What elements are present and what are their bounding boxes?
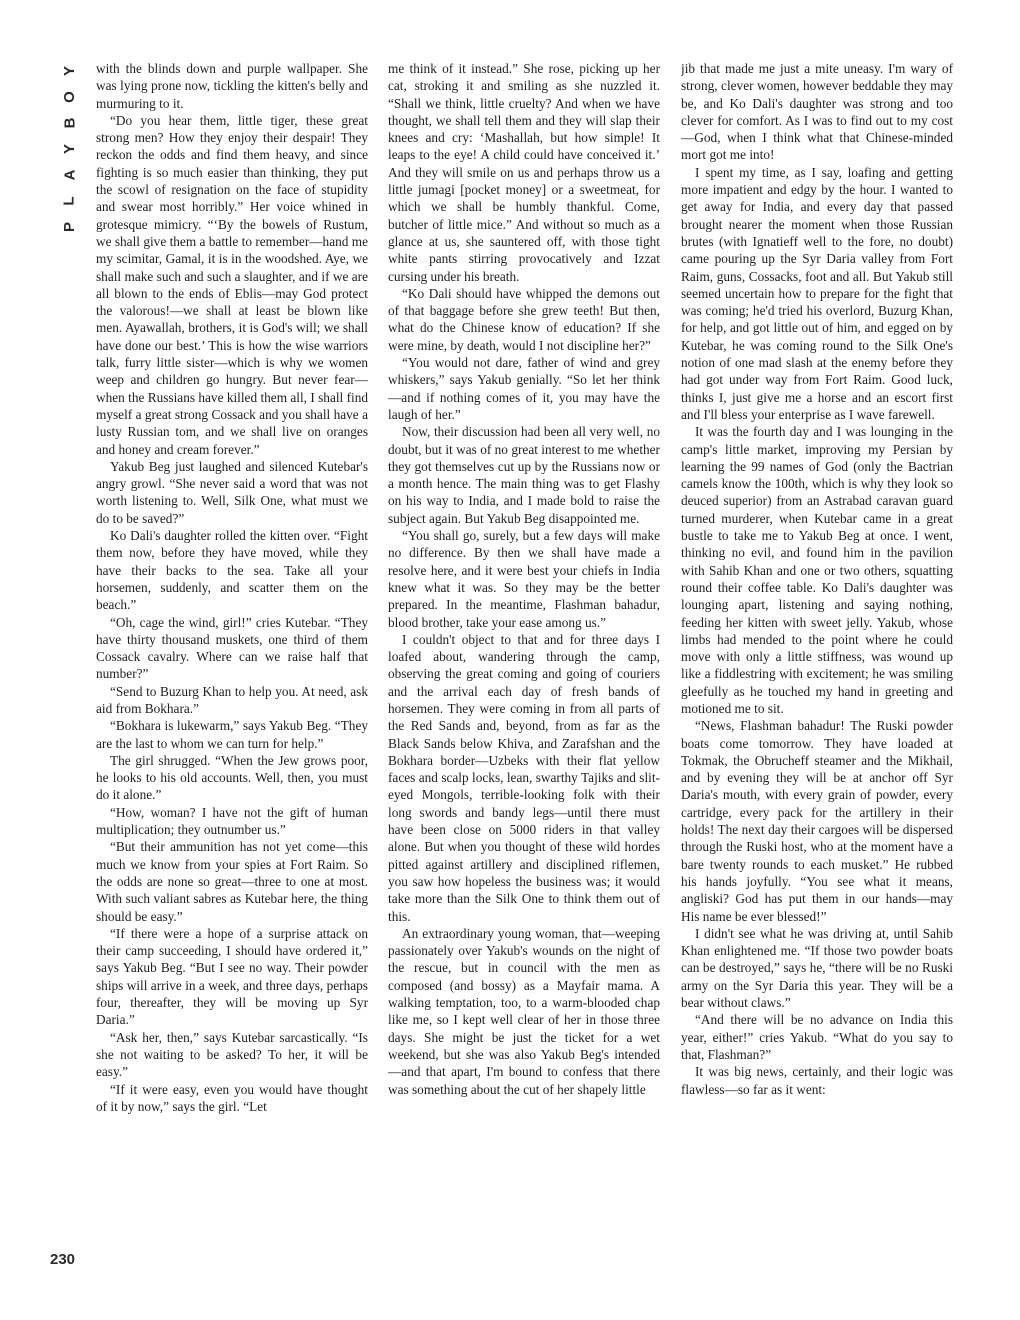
masthead — [58, 58, 82, 240]
text-column-1 — [96, 60, 368, 1274]
paragraph: It was big news, certainly, and their logic was flawless—so far as it went: — [681, 1064, 953, 1097]
paragraph: “Ko Dali should have whipped the demons out of that baggage before she grew teeth! But then, what do the Chinese know of education? If she were mine, by death, would I not discipline her?” — [388, 285, 660, 353]
paragraph: Ko Dali's daughter rolled the kitten over. “Fight them now, before they have moved, while they have their backs to the sea. Take all your horsemen, suddenly, and scatter them on the beach.” — [96, 528, 368, 613]
paragraph: It was the fourth day and I was lounging in the camp's little market, improving my Persian by learning the 99 names of God (only the Bactrian camels know the 100th, which is why they look so deuced superior) from an Astrabad caravan guard turned murderer, when Kutebar came in a great bustle to take me to Yakub Beg at once. I went, thinking no evil, and found him in the pavilion with Sahib Khan and one or two others, squatting round their coffee table. Ko Dali's daughter was lounging apart, listening and saying nothing, feeding her kitten with sweet jelly. Yakub, whose limbs had mended to the point where he could move with only a little stiffness, was wound up like a fiddlestring with excitement; he was smiling gleefully as he touched my hand in greeting and motioned me to sit. — [681, 424, 953, 716]
paragraph: with the blinds down and purple wallpaper. She was lying prone now, tickling the kitten's belly and murmuring to it. — [96, 61, 368, 111]
masthead-letter: P — [60, 221, 78, 233]
paragraph: “But their ammunition has not yet come—this much we know from your spies at Fort Raim. So the odds are none so great—three to one at most. With such valiant sabres as Kutebar here, the thing should be easy.” — [96, 839, 368, 924]
masthead-letter: Y — [60, 143, 78, 155]
paragraph: I didn't see what he was driving at, until Sahib Khan enlightened me. “If those two powder boats can be destroyed,” says he, “there will be no Ruski army on the Syr Daria this year. They will be a bear without claws.” — [681, 925, 953, 1011]
paragraph: “If it were easy, even you would have thought of it by now,” says the girl. “Let — [96, 1081, 368, 1114]
paragraph: Now, their discussion had been all very well, no doubt, but it was of no great interest to me whether they got themselves cut up by the Russians now or a month hence. The main thing was to get Flashy on his way to India, and I made bold to raise the subject again. But Yakub Beg disappointed me. — [388, 424, 660, 526]
paragraph: “And there will be no advance on India this year, either!” cries Yakub. “What do you say to that, Flashman?” — [681, 1012, 953, 1062]
paragraph: “You shall go, surely, but a few days will make no difference. By then we shall have made a resolve here, and it were best your chiefs in India knew what it was. So they may be the better prepared. In the meantime, Flashman bahadur, blood brother, take your ease among us.” — [388, 528, 660, 630]
masthead-letter: A — [61, 169, 78, 181]
paragraph: The girl shrugged. “When the Jew grows poor, he looks to his old accounts. Well, then, you must do it alone.” — [96, 752, 368, 803]
paragraph: “Ask her, then,” says Kutebar sarcastically. “Is she not waiting to be asked? To her, it will be easy.” — [96, 1029, 368, 1080]
paragraph: “Send to Buzurg Khan to help you. At need, ask aid from Bokhara.” — [96, 683, 368, 716]
paragraph: me think of it instead.” She rose, picking up her cat, stroking it and smiling as she nuzzled it. “Shall we think, little cruelty? And when we have thought, we shall tell them and they will slap their knees and cry: ‘Mashallah, but how simple! It leaps to the eye! A child could have conceived it.’ And they will smile on us and perhaps throw us a little jumagi [pocket money] or a sweetmeat, for which we shall be humbly thankful. Come, butcher of little mice.” And without so much as a glance at us, she sauntered off, with those tight white pants stirring provocatively and Izzat cursing under his breath. — [388, 61, 660, 284]
paragraph: “How, woman? I have not the gift of human multiplication; they outnumber us.” — [96, 804, 368, 838]
text-column-3 — [681, 60, 953, 1274]
paragraph: Yakub Beg just laughed and silenced Kutebar's angry growl. “She never said a word that was not worth listening to. Well, Silk One, what must we do to be saved?” — [96, 458, 368, 526]
paragraph: “If there were a hope of a surprise attack on their camp succeeding, I should have ordered it,” says Yakub Beg. “But I see no way. Their powder ships will arrive in a week, and three days, perhaps four, thereafter, they will be moving up Syr Daria.” — [96, 925, 368, 1028]
masthead-letter: Y — [60, 65, 78, 77]
paragraph: jib that made me just a mite uneasy. I'm wary of strong, clever women, however beddable they may be, and Ko Dali's daughter was strong and too clever for comfort. As I was to find out to my cost—God, when I think what that Chinese-minded mort got me into! — [681, 61, 953, 163]
paragraph: “News, Flashman bahadur! The Ruski powder boats come tomorrow. They have loaded at Tokmak, the Obrucheff steamer and the Mikhail, and by evening they will be at anchor off Syr Daria's mouth, with every grain of powder, every cartridge, every pack for the artillery in their holds! The next day their cargoes will be dispersed through the Ruski host, who at the moment have a bare twenty rounds to each musket.” He rubbed his hands joyfully. “You see what it means, angliski? God has put them in our hands—may His name be ever blessed!” — [681, 718, 953, 924]
paragraph: “Oh, cage the wind, girl!” cries Kutebar. “They have thirty thousand muskets, one third of them Cossack cavalry. Where can we raise half that number?” — [96, 614, 368, 682]
paragraph: “You would not dare, father of wind and grey whiskers,” says Yakub genially. “So let her think—and if nothing comes of it, you may have the laugh of her.” — [388, 355, 660, 422]
masthead-letter: B — [61, 117, 78, 129]
paragraph: I couldn't object to that and for three days I loafed about, wandering through the camp, observing the great coming and going of couriers and the arrival each day of fresh bands of horsemen. They were coming in from all parts of the Red Sands and, beyond, from as far as the Black Sands below Khiva, and Zarafshan and the Bokhara border—Uzbeks with their flat yellow faces and scalp locks, lean, swarthy Tajiks and slit-eyed Mongols, terrible-looking folk with their long swords and bandy legs—until there must have been close on 5000 riders in that valley alone. But when you thought of these wild hordes pitted against artillery and disciplined riflemen, you saw how hopeless the business was; it would take more than the Silk One to think them out of this. — [388, 631, 660, 924]
paragraph: I spent my time, as I say, loafing and getting more impatient and edgy by the hour. I wanted to get away for India, and every day that passed brought nearer the moment when those Russian brutes (with Ignatieff well to the fore, no doubt) came pouring up the Syr Daria valley from Fort Raim, guns, Cossacks, foot and all. But Yakub still seemed uncertain how to prepare for the fight that was coming; he'd tried his overlord, Buzurg Khan, for help, and got little out of him, and egged on by Kutebar, he was coming round to the Silk One's notion of one mad slash at the enemy before they had got under way from Fort Raim. Good luck, thinks I, just give me a horse and an escort first and I'll bless your enterprise as I wave farewell. — [681, 164, 953, 422]
text-column-2 — [388, 60, 660, 1274]
page-number: 230 — [50, 1251, 76, 1268]
masthead-letter: O — [60, 91, 78, 103]
paragraph: “Do you hear them, little tiger, these great strong men? How they enjoy their despair! They reckon the odds and find them heavy, and since fighting is so much easier than thinking, they put the scowl of resignation on the face of stupidity and swear most horribly.” Her voice whined in grotesque mimicry. “‘By the bowels of Rustum, we shall give them a battle to remember—hand me my scimitar, Gamal, it is in the woodshed. Aye, we shall make such and such a slaughter, and if we are all blown to the ends of Eblis—may God protect the valorous!—we shall at least be blown like men. Ayawallah, brothers, it is God's will; we shall have done our best.’ This is how the wise warriors talk, furry little sister—which is why we women weep and children go hungry. But never fear—when the Russians have killed them all, I shall find myself a great strong Cossack and you shall have a lusty Russian tom, and we shall live on oranges and honey and cream forever.” — [96, 112, 368, 457]
masthead-letter: L — [60, 196, 78, 206]
paragraph: An extraordinary young woman, that—weeping passionately over Yakub's wounds on the night of the rescue, but in council with the men as composed (and bossy) as a Mayfair mama. A walking temptation, too, to a warm-blooded chap like me, so I kept well clear of her in those three days. She might be just the ticket for a wet weekend, but she was also Yakub Beg's intended—and that apart, I'm bound to confess that there was something about the cut of her shapely little — [388, 925, 660, 1097]
paragraph: “Bokhara is lukewarm,” says Yakub Beg. “They are the last to whom we can turn for help.” — [96, 718, 368, 751]
